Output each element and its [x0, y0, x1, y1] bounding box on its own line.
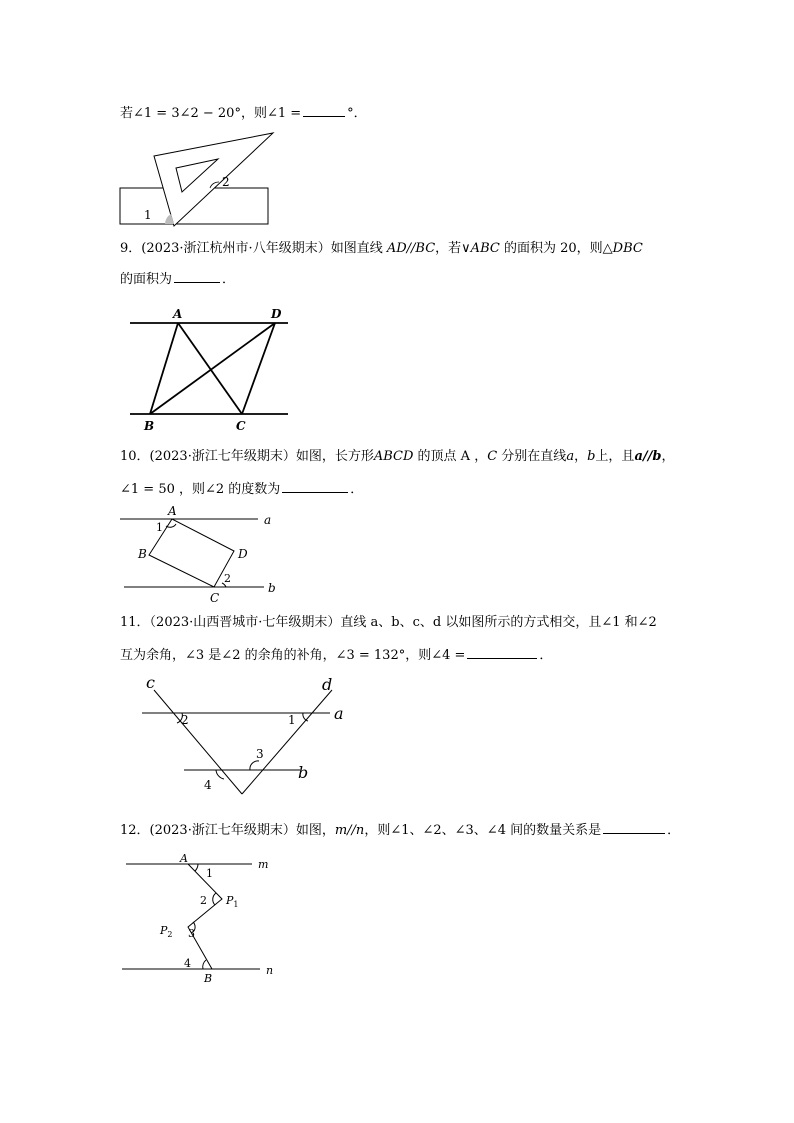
q10-label-line-a: a	[264, 513, 272, 527]
q12-label-3: 3	[188, 927, 195, 940]
q11-answer-blank[interactable]	[467, 646, 537, 659]
q9-math-ad-bc: AD//BC	[386, 241, 436, 256]
q11-label-4: 4	[204, 778, 212, 792]
q9-label-b: B	[144, 419, 155, 433]
q12-text-line1	[120, 821, 680, 840]
q8-label-1: 1	[144, 208, 152, 222]
q11-angle1-mark	[303, 713, 308, 721]
q10-figure	[118, 504, 284, 606]
q9-segment-db	[150, 323, 275, 414]
q9-label-d: D	[271, 307, 282, 321]
q11-label-3: 3	[256, 747, 264, 761]
q12-angle4-mark	[203, 960, 206, 969]
q12-label-2: 2	[200, 894, 207, 907]
q11-figure	[138, 672, 358, 800]
q12-figure	[118, 850, 288, 988]
q10-text-line2	[120, 480, 363, 499]
q8-answer-blank[interactable]	[303, 104, 345, 117]
q10-prefix: 10．(2023·浙江七年级期末）如图，长方形	[120, 449, 374, 464]
q12-label-m: m	[258, 858, 269, 871]
q10-math-abcd: ABCD	[373, 449, 414, 464]
q11-label-a: a	[334, 704, 344, 723]
q11-line-c	[154, 690, 242, 794]
q12-line1-end: ．	[667, 823, 681, 838]
q12-label-p1: $P_1$	[226, 894, 239, 909]
q8-triangle-outer	[154, 133, 273, 226]
q10-label-d-point: D	[238, 547, 248, 561]
q11-angle3-mark	[250, 761, 259, 770]
q9-text-b: ，若	[435, 241, 462, 256]
q9-figure	[128, 304, 294, 436]
q8-text	[120, 104, 367, 123]
q8-figure	[118, 130, 278, 228]
q12-label-n: n	[266, 964, 274, 977]
q11-label-b: b	[298, 763, 309, 782]
q11-line-d	[242, 690, 332, 794]
q9-label-a: A	[173, 307, 183, 321]
q10-text-b: 的顶点 A ，	[417, 449, 488, 464]
q12-angle1-mark	[195, 864, 198, 871]
q10-label-a-point: A	[168, 504, 177, 518]
q10-math-a-parallel-b: a//b	[634, 449, 662, 464]
q12-zigzag-path	[188, 864, 222, 969]
q9-label-c: C	[236, 419, 246, 433]
q9-segment-ab	[150, 323, 178, 414]
q10-math-a: a	[566, 449, 575, 464]
q12-label-b: B	[204, 972, 213, 985]
q12-prefix: 12．(2023·浙江七年级期末）如图，	[120, 823, 335, 838]
q10-label-1: 1	[156, 521, 163, 534]
q11-label-d: d	[322, 675, 333, 694]
q10-text-line1	[120, 448, 674, 466]
q9-answer-blank[interactable]	[174, 270, 220, 283]
q12-label-4: 4	[184, 957, 191, 970]
q9-line2-end: ．	[222, 272, 236, 287]
q9-segment-dc	[242, 323, 275, 414]
q10-label-b-point: B	[138, 547, 147, 561]
q10-answer-blank[interactable]	[282, 480, 348, 493]
q9-prefix: 9．(2023·浙江杭州市·八年级期末）如图直线	[120, 241, 383, 256]
q8-label-2: 2	[222, 175, 230, 189]
q12-angle2-mark	[213, 893, 216, 905]
q11-text-line2	[120, 646, 552, 665]
q11-label-2: 2	[181, 713, 189, 727]
q12-label-p2: $P_2$	[160, 924, 173, 939]
q10-text-f: ，	[661, 449, 675, 464]
q8-prefix: 若∠1 = 3∠2 − 20°，则∠1 =	[120, 106, 302, 121]
q10-line2: ∠1 = 50 ，则∠2 的度数为	[120, 482, 281, 497]
q10-label-2: 2	[224, 572, 231, 585]
q10-label-line-b: b	[268, 581, 276, 595]
q12-math-m-parallel-n: m//n	[334, 823, 365, 838]
q10-line2-end: ．	[350, 482, 364, 497]
q10-math-c: C	[487, 449, 498, 464]
q10-text-c: 分别在直线	[501, 449, 567, 464]
q10-text-e: 上，且	[595, 449, 635, 464]
q9-line2: 的面积为	[120, 272, 173, 287]
q12-answer-blank[interactable]	[603, 821, 665, 834]
q10-text-d: ，	[574, 449, 588, 464]
q11-line2-end: ．	[539, 648, 553, 663]
q12-label-a: A	[180, 852, 188, 865]
q9-text-line1	[120, 240, 643, 258]
q11-label-c: c	[146, 673, 155, 692]
q9-segment-ac	[178, 323, 242, 414]
q8-suffix: °．	[347, 106, 367, 121]
q11-line1: 11．（2023·山西晋城市·七年级期末）直线 a、b、c、d 以如图所示的方式相交，且∠1 和∠2	[120, 615, 657, 630]
q11-line2: 互为余角，∠3 是∠2 的余角的补角，∠3 = 132°，则∠4 =	[120, 648, 466, 663]
q9-text-line2	[120, 270, 235, 289]
q9-text-c: 的面积为 20，则△	[503, 241, 613, 256]
q9-math-dbc: DBC	[612, 241, 643, 256]
q12-text-b: ，则∠1、∠2、∠3、∠4 间的数量关系是	[364, 823, 602, 838]
q10-math-b: b	[587, 449, 596, 464]
q11-label-1: 1	[288, 713, 296, 727]
q9-math-abc: ∨ABC	[461, 241, 500, 256]
q12-label-1: 1	[206, 867, 213, 880]
q10-label-c-point: C	[210, 591, 220, 605]
q11-text-line1	[120, 614, 657, 632]
